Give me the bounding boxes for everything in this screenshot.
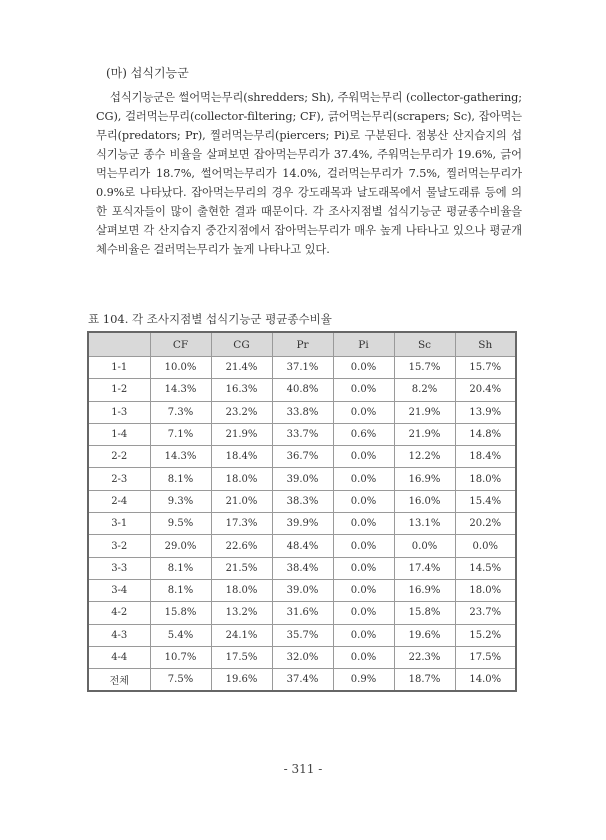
table-cell: 14.0% [455,669,516,692]
table-row [88,669,516,692]
column-header: Pi [333,332,394,357]
table-cell: 19.6% [211,669,272,692]
table-cell: 8.2% [394,379,455,401]
column-header: Sh [455,332,516,357]
site-label-cell: 2-2 [88,446,150,468]
feeding-group-table [87,331,517,692]
table-cell: 0.0% [333,646,394,668]
table-cell: 19.6% [394,624,455,646]
table-cell: 33.7% [272,423,333,445]
site-label-cell: 4-4 [88,646,150,668]
table-cell: 0.0% [455,535,516,557]
table-cell: 20.2% [455,513,516,535]
table-cell: 21.0% [211,490,272,512]
table-cell: 16.0% [394,490,455,512]
table-cell: 15.7% [455,357,516,379]
table-cell: 23.2% [211,401,272,423]
table-cell: 35.7% [272,624,333,646]
table-cell: 15.2% [455,624,516,646]
table-cell: 0.0% [333,468,394,490]
table-cell: 8.1% [150,579,211,601]
table-cell: 18.0% [455,579,516,601]
table-row [88,468,516,490]
table-cell: 5.4% [150,624,211,646]
table-body [88,357,516,692]
table-cell: 8.1% [150,468,211,490]
table-cell: 0.0% [333,379,394,401]
table-cell: 37.1% [272,357,333,379]
table-cell: 39.0% [272,468,333,490]
table-row [88,490,516,512]
table-cell: 14.8% [455,423,516,445]
table-cell: 39.9% [272,513,333,535]
table-cell: 33.8% [272,401,333,423]
table-cell: 18.4% [455,446,516,468]
table-row [88,579,516,601]
table-row [88,401,516,423]
table-cell: 15.8% [394,602,455,624]
table-cell: 22.3% [394,646,455,668]
table-cell: 16.9% [394,579,455,601]
table-cell: 18.0% [455,468,516,490]
table-cell: 36.7% [272,446,333,468]
table-cell: 15.8% [150,602,211,624]
table-cell: 15.4% [455,490,516,512]
table-cell: 40.8% [272,379,333,401]
table-cell: 37.4% [272,669,333,692]
table-row [88,513,516,535]
table-cell: 15.7% [394,357,455,379]
column-header: CG [211,332,272,357]
table-cell: 0.0% [333,357,394,379]
table-header-row [88,332,516,357]
page-number: - 311 - [283,762,323,776]
table-cell: 24.1% [211,624,272,646]
site-label-cell: 3-1 [88,513,150,535]
table-cell: 18.4% [211,446,272,468]
table-row [88,446,516,468]
table-cell: 0.0% [333,535,394,557]
table-cell: 18.7% [394,669,455,692]
table-cell: 0.0% [394,535,455,557]
table-cell: 18.0% [211,579,272,601]
table-cell: 14.3% [150,379,211,401]
table-cell: 22.6% [211,535,272,557]
section-heading: (마) 섭식기능군 [106,66,189,80]
site-label-cell: 1-2 [88,379,150,401]
table-cell: 0.0% [333,557,394,579]
table-cell: 0.9% [333,669,394,692]
table-cell: 7.5% [150,669,211,692]
table-cell: 21.4% [211,357,272,379]
table-cell: 0.0% [333,579,394,601]
table-cell: 0.0% [333,401,394,423]
table-row [88,602,516,624]
table-container [87,331,517,692]
table-cell: 13.1% [394,513,455,535]
table-cell: 17.5% [211,646,272,668]
table-cell: 14.3% [150,446,211,468]
table-cell: 8.1% [150,557,211,579]
table-caption: 표 104. 각 조사지점별 섭식기능군 평균종수비율 [88,312,332,326]
table-cell: 0.6% [333,423,394,445]
table-cell: 38.4% [272,557,333,579]
site-label-cell: 3-3 [88,557,150,579]
column-header [88,332,150,357]
table-row [88,624,516,646]
table-cell: 23.7% [455,602,516,624]
table-cell: 21.9% [394,401,455,423]
site-label-cell: 전체 [88,669,150,692]
table-cell: 13.9% [455,401,516,423]
table-row [88,379,516,401]
table-cell: 0.0% [333,490,394,512]
table-cell: 14.5% [455,557,516,579]
column-header: CF [150,332,211,357]
table-cell: 29.0% [150,535,211,557]
table-cell: 16.3% [211,379,272,401]
site-label-cell: 2-3 [88,468,150,490]
table-cell: 38.3% [272,490,333,512]
site-label-cell: 4-3 [88,624,150,646]
site-label-cell: 3-4 [88,579,150,601]
table-cell: 21.5% [211,557,272,579]
table-cell: 12.2% [394,446,455,468]
table-cell: 20.4% [455,379,516,401]
table-cell: 10.7% [150,646,211,668]
site-label-cell: 3-2 [88,535,150,557]
table-cell: 9.5% [150,513,211,535]
site-label-cell: 1-4 [88,423,150,445]
table-row [88,557,516,579]
table-cell: 39.0% [272,579,333,601]
table-cell: 0.0% [333,513,394,535]
site-label-cell: 2-4 [88,490,150,512]
site-label-cell: 4-2 [88,602,150,624]
column-header: Sc [394,332,455,357]
column-header: Pr [272,332,333,357]
table-cell: 7.3% [150,401,211,423]
table-cell: 17.4% [394,557,455,579]
table-cell: 18.0% [211,468,272,490]
table-cell: 10.0% [150,357,211,379]
table-cell: 21.9% [394,423,455,445]
table-cell: 0.0% [333,446,394,468]
table-cell: 13.2% [211,602,272,624]
table-cell: 32.0% [272,646,333,668]
site-label-cell: 1-3 [88,401,150,423]
table-cell: 16.9% [394,468,455,490]
table-cell: 7.1% [150,423,211,445]
table-cell: 9.3% [150,490,211,512]
table-cell: 17.5% [455,646,516,668]
table-row [88,646,516,668]
table-row [88,357,516,379]
table-cell: 0.0% [333,624,394,646]
table-cell: 17.3% [211,513,272,535]
body-paragraph: 섭식기능군은 썰어먹는무리(shredders; Sh), 주워먹는무리 (collector-gathering; CG), 걸러먹는무리(collector-filtering; CF), 긁어먹는무리(scrapers; Sc), 잡아먹는무리(predators; Pr), 찔러먹는무리(piercers; Pi)로 구분된다. 점봉산 산지습지의 섭식기능군 종수 비율을 살펴보면 잡아먹는무리가 37.4%, 주워먹는무리가 19.6%, 긁어먹는무리가 18.7%, 썰어먹는무리가 14.0%, 걸러먹는무리가 7.5%, 찔러먹는무리가 0.9%로 나타났다. 잡아먹는무리의 경우 강도래목과 날도래목에서 물날도래류 등에 의한 포식자들이 많이 출현한 결과 때문이다. 각 조사지점별 섭식기능군 평균종수비율을 살펴보면 각 산지습지 중간지점에서 잡아먹는무리가 매우 높게 나타나고 있으나 평균개체수비율은 걸러먹는무리가 높게 나타나고 있다. [96,91,522,256]
site-label-cell: 1-1 [88,357,150,379]
table-cell: 48.4% [272,535,333,557]
table-cell: 31.6% [272,602,333,624]
table-row [88,535,516,557]
table-row [88,423,516,445]
table-cell: 0.0% [333,602,394,624]
table-cell: 21.9% [211,423,272,445]
